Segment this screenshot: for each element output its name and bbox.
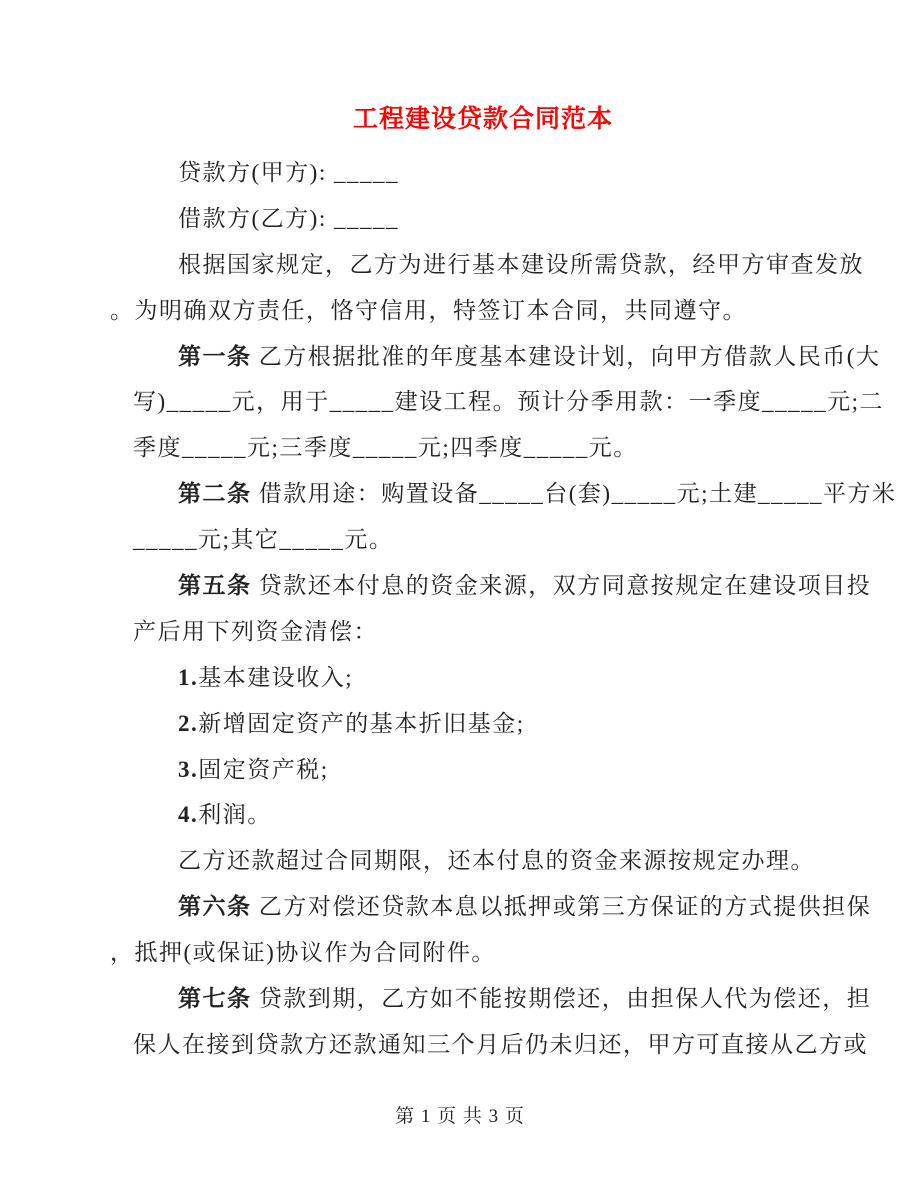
line-text: 产后用下列资金清偿： [133,618,378,644]
line-text: 乙方还款超过合同期限，还本付息的资金来源按规定办理。 [178,848,815,874]
doc-title: 工程建设贷款合同范本 [352,106,613,133]
line-text: 乙方对偿还贷款本息以抵押或第三方保证的方式提供担保 [251,894,872,920]
line-text: _____元;其它_____元。 [133,527,394,553]
doc-line [133,792,833,838]
doc-line [133,334,881,380]
doc-line [133,838,833,884]
doc-line [133,609,833,655]
line-text: 乙方根据批准的年度基本建设计划，向甲方借款人民币(大 [251,343,881,369]
line-bold-prefix: 4. [178,802,199,828]
line-bold-prefix: 第七条 [178,986,252,1012]
line-bold-prefix: 第六条 [178,894,252,920]
doc-line [133,884,872,930]
doc-line [133,1022,868,1068]
line-bold-prefix: 第二条 [178,481,252,507]
line-bold-prefix: 3. [178,756,199,782]
line-text: 根据国家规定，乙方为进行基本建设所需贷款，经甲方审查发放 [178,251,864,277]
line-text: 利润。 [198,802,272,828]
line-text: 新增固定资产的基本折旧基金; [198,710,525,736]
line-bold-prefix: 第五条 [178,573,252,599]
doc-line [133,425,833,471]
line-text: 固定资产税; [198,756,329,782]
doc-line [110,930,833,976]
line-text: 写)_____元，用于_____建设工程。预计分季用款：一季度_____元;二 [133,389,885,415]
doc-line [133,701,833,747]
line-text: 季度_____元;三季度_____元;四季度_____元。 [133,435,638,461]
doc-line [133,747,833,793]
line-text: 基本建设收入; [198,664,354,690]
doc-line [133,517,833,563]
line-text: 贷款到期，乙方如不能按期偿还，由担保人代为偿还，担 [251,986,872,1012]
doc-line [133,379,885,425]
doc-line [133,471,897,517]
line-text: 借款方(乙方): _____ [178,205,399,231]
doc-body [110,150,897,1068]
page-number-footer: 第 1 页 共 3 页 [395,1106,525,1127]
doc-line [133,563,872,609]
line-text: 贷款还本付息的资金来源，双方同意按规定在建设项目投 [251,573,872,599]
doc-line [110,288,833,334]
doc-line [133,655,833,701]
line-bold-prefix: 第一条 [178,343,252,369]
line-text: 借款用途：购置设备_____台(套)_____元;土建_____平方米 [251,481,897,507]
doc-line [133,976,872,1022]
line-text: ，抵押(或保证)协议作为合同附件。 [110,940,496,966]
line-text: 。为明确双方责任，恪守信用，特签订本合同，共同遵守。 [110,297,747,323]
line-bold-prefix: 1. [178,664,199,690]
line-bold-prefix: 2. [178,710,199,736]
line-text: 贷款方(甲方): _____ [178,160,399,185]
doc-line [133,196,833,242]
doc-line [133,150,833,196]
line-text: 保人在接到贷款方还款通知三个月后仍未归还，甲方可直接从乙方或 [133,1031,868,1057]
doc-line [133,242,864,288]
